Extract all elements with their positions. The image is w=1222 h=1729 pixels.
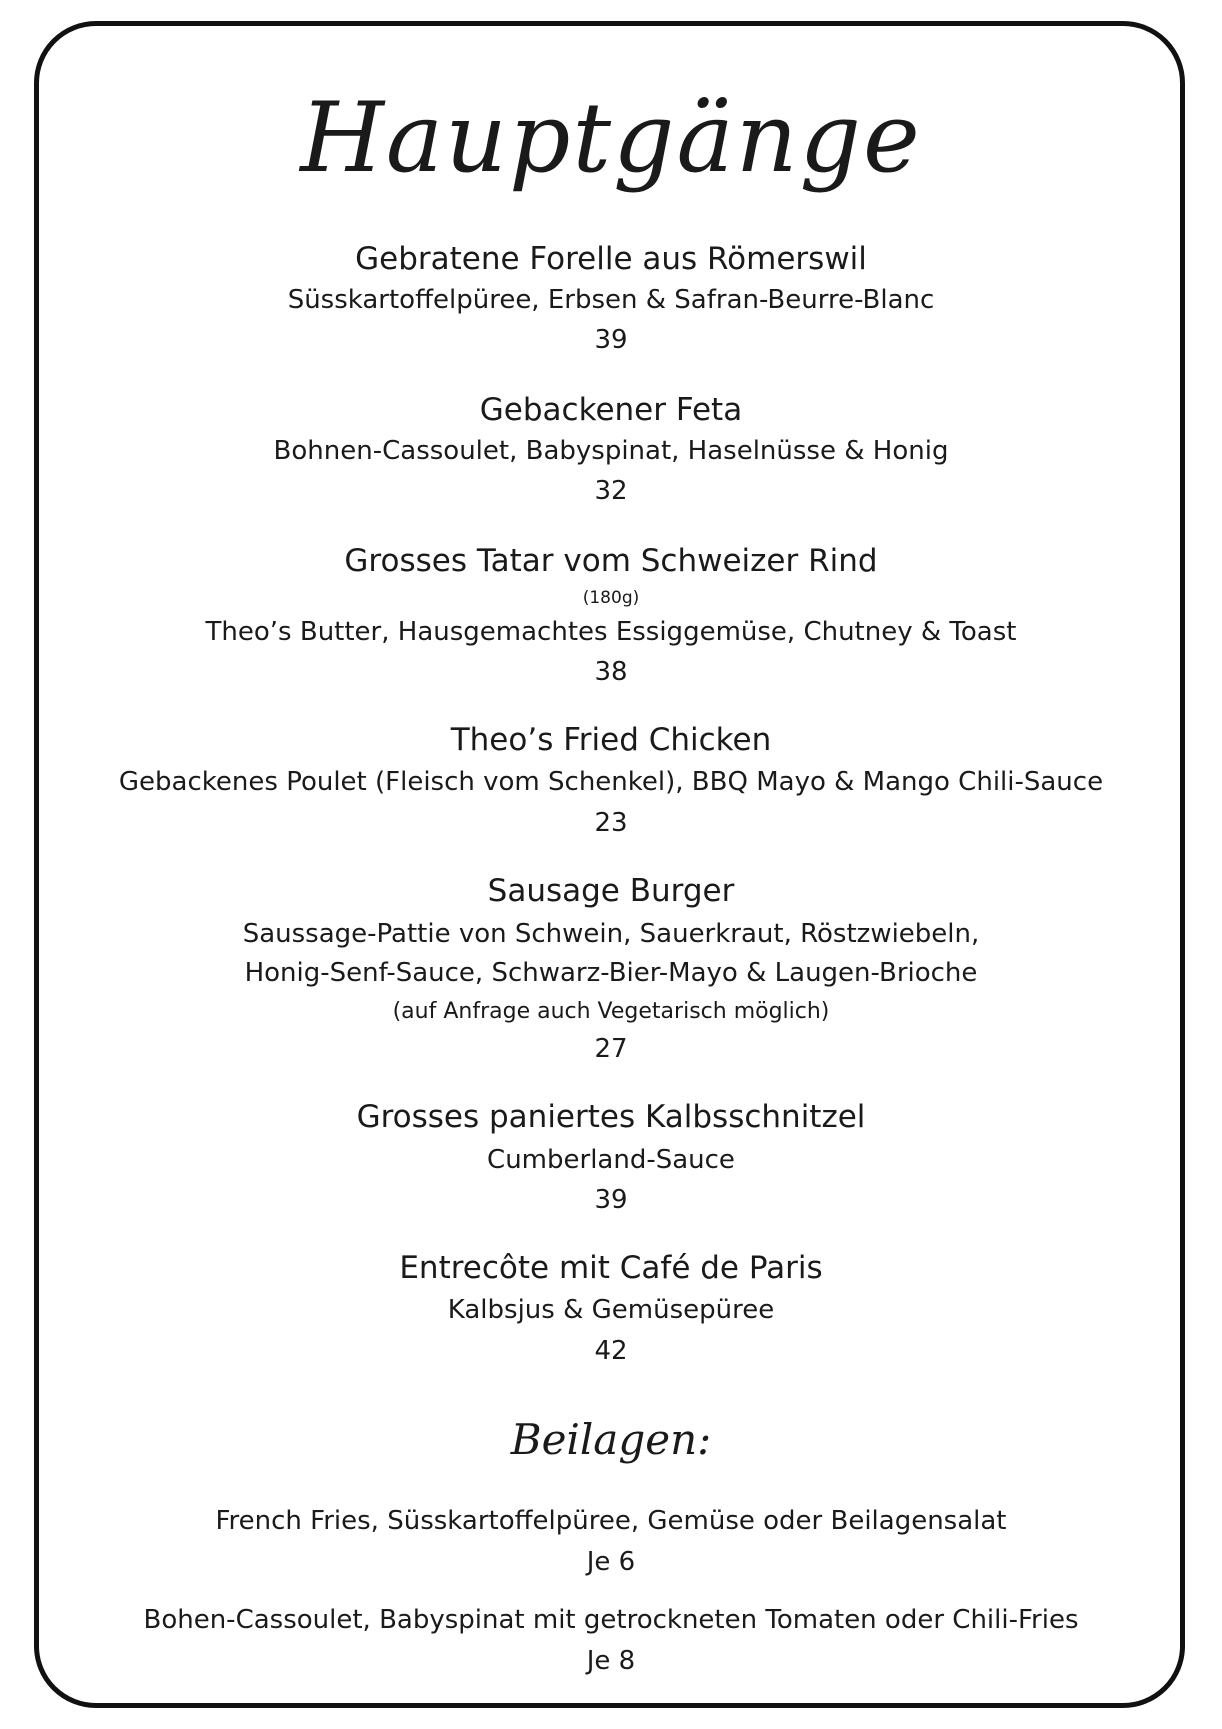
- dish-description-sausage-burger-line1: Saussage-Pattie von Schwein, Sauerkraut, Röstzwiebeln,: [242, 919, 980, 949]
- dish-weight-tatar: (180g): [582, 588, 640, 608]
- dish-name-tatar: Grosses Tatar vom Schweizer Rind: [344, 543, 878, 579]
- dish-description-fried-chicken: Gebackenes Poulet (Fleisch vom Schenkel), BBQ Mayo & Mango Chili-Sauce: [118, 767, 1104, 797]
- dish-name-kalbsschnitzel: Grosses paniertes Kalbsschnitzel: [356, 1099, 866, 1135]
- dish-price-kalbsschnitzel: 39: [594, 1185, 628, 1215]
- dish-price-entrecote: 42: [594, 1336, 628, 1366]
- dish-price-fried-chicken: 23: [594, 808, 628, 838]
- dish-price-forelle: 39: [594, 325, 628, 355]
- dish-description-forelle: Süsskartoffelpüree, Erbsen & Safran-Beurre-Blanc: [287, 285, 935, 315]
- dish-name-sausage-burger: Sausage Burger: [487, 873, 735, 909]
- dish-price-tatar: 38: [594, 657, 628, 687]
- dish-name-feta: Gebackener Feta: [479, 392, 743, 428]
- sides-title: Beilagen:: [510, 1415, 712, 1464]
- sides-group-1-items: French Fries, Süsskartoffelpüree, Gemüse oder Beilagensalat: [215, 1506, 1007, 1536]
- dish-description-entrecote: Kalbsjus & Gemüsepüree: [447, 1295, 775, 1325]
- dish-description-sausage-burger-line2: Honig-Senf-Sauce, Schwarz-Bier-Mayo & Laugen-Brioche: [244, 958, 978, 988]
- dish-name-entrecote: Entrecôte mit Café de Paris: [399, 1250, 823, 1286]
- sides-group-2-items: Bohen-Cassoulet, Babyspinat mit getrockneten Tomaten oder Chili-Fries: [143, 1605, 1079, 1635]
- dish-name-fried-chicken: Theo’s Fried Chicken: [450, 722, 772, 758]
- dish-description-feta: Bohnen-Cassoulet, Babyspinat, Haselnüsse & Honig: [273, 436, 949, 466]
- dish-name-forelle: Gebratene Forelle aus Römerswil: [355, 241, 867, 277]
- page-title: Hauptgänge: [300, 82, 922, 194]
- dish-price-sausage-burger: 27: [594, 1034, 628, 1064]
- dish-price-feta: 32: [594, 476, 628, 506]
- sides-group-2-price: Je 8: [586, 1646, 636, 1676]
- dish-note-sausage-burger: (auf Anfrage auch Vegetarisch möglich): [392, 999, 830, 1024]
- dish-description-tatar: Theo’s Butter, Hausgemachtes Essiggemüse, Chutney & Toast: [205, 617, 1017, 647]
- dish-description-kalbsschnitzel: Cumberland-Sauce: [487, 1145, 735, 1175]
- sides-group-1-price: Je 6: [586, 1547, 636, 1577]
